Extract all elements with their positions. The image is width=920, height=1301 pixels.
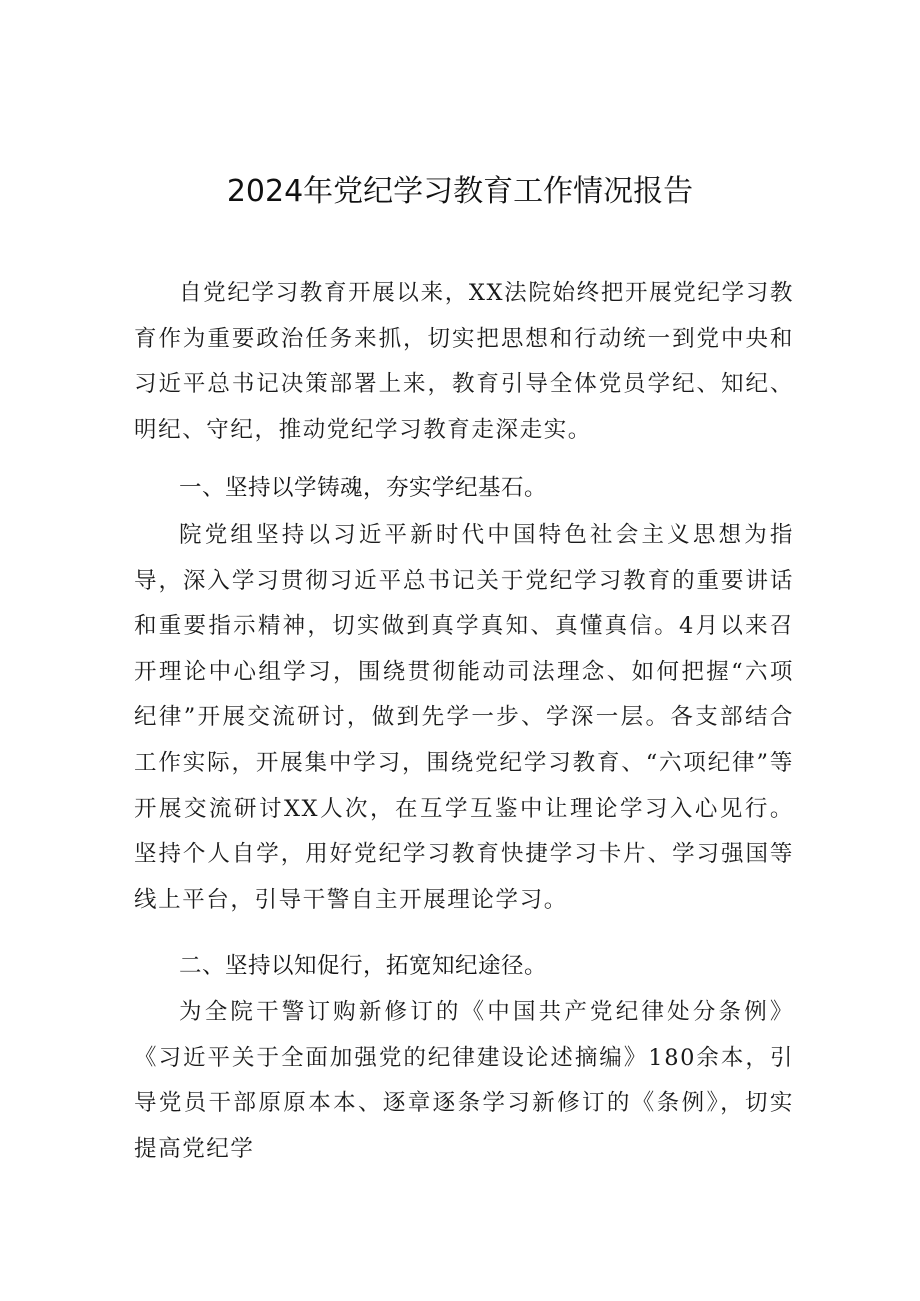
section-1-heading-block bbox=[134, 466, 794, 512]
intro-text: 自党纪学习教育开展以来，XX法院始终把开展党纪学习教育作为重要政治任务来抓，切实把思想和行动统一到党中央和习近平总书记决策部署上来，教育引导全体党员学纪、知纪、明纪、守纪，推动党纪学习教育走深走实。 bbox=[134, 280, 794, 443]
section-1-paragraph bbox=[134, 513, 794, 923]
document-title: 2024年党纪学习教育工作情况报告 bbox=[226, 174, 694, 209]
intro-paragraph bbox=[134, 271, 794, 453]
section-1-heading: 一、坚持以学铸魂，夯实学纪基石。 bbox=[179, 475, 548, 501]
section-2-heading-block bbox=[134, 944, 794, 990]
section-2-paragraph bbox=[134, 990, 794, 1172]
section-2-text: 为全院干警订购新修订的《中国共产党纪律处分条例》《习近平关于全面加强党的纪律建设论述摘编》180余本，引导党员干部原原本本、逐章逐条学习新修订的《条例》，切实提高党纪学 bbox=[134, 999, 794, 1162]
section-1-text: 院党组坚持以习近平新时代中国特色社会主义思想为指导，深入学习贯彻习近平总书记关于党纪学习教育的重要讲话和重要指示精神，切实做到真学真知、真懂真信。4月以来召开理论中心组学习，围绕贯彻能动司法理念、如何把握“六项纪律”开展交流研讨，做到先学一步、学深一层。各支部结合工作实际，开展集中学习，围绕党纪学习教育、“六项纪律”等开展交流研讨XX人次，在互学互鉴中让理论学习入心见行。坚持个人自学，用好党纪学习教育快捷学习卡片、学习强国等线上平台，引导干警自主开展理论学习。 bbox=[134, 522, 794, 913]
section-2-heading: 二、坚持以知促行，拓宽知纪途径。 bbox=[179, 953, 548, 979]
